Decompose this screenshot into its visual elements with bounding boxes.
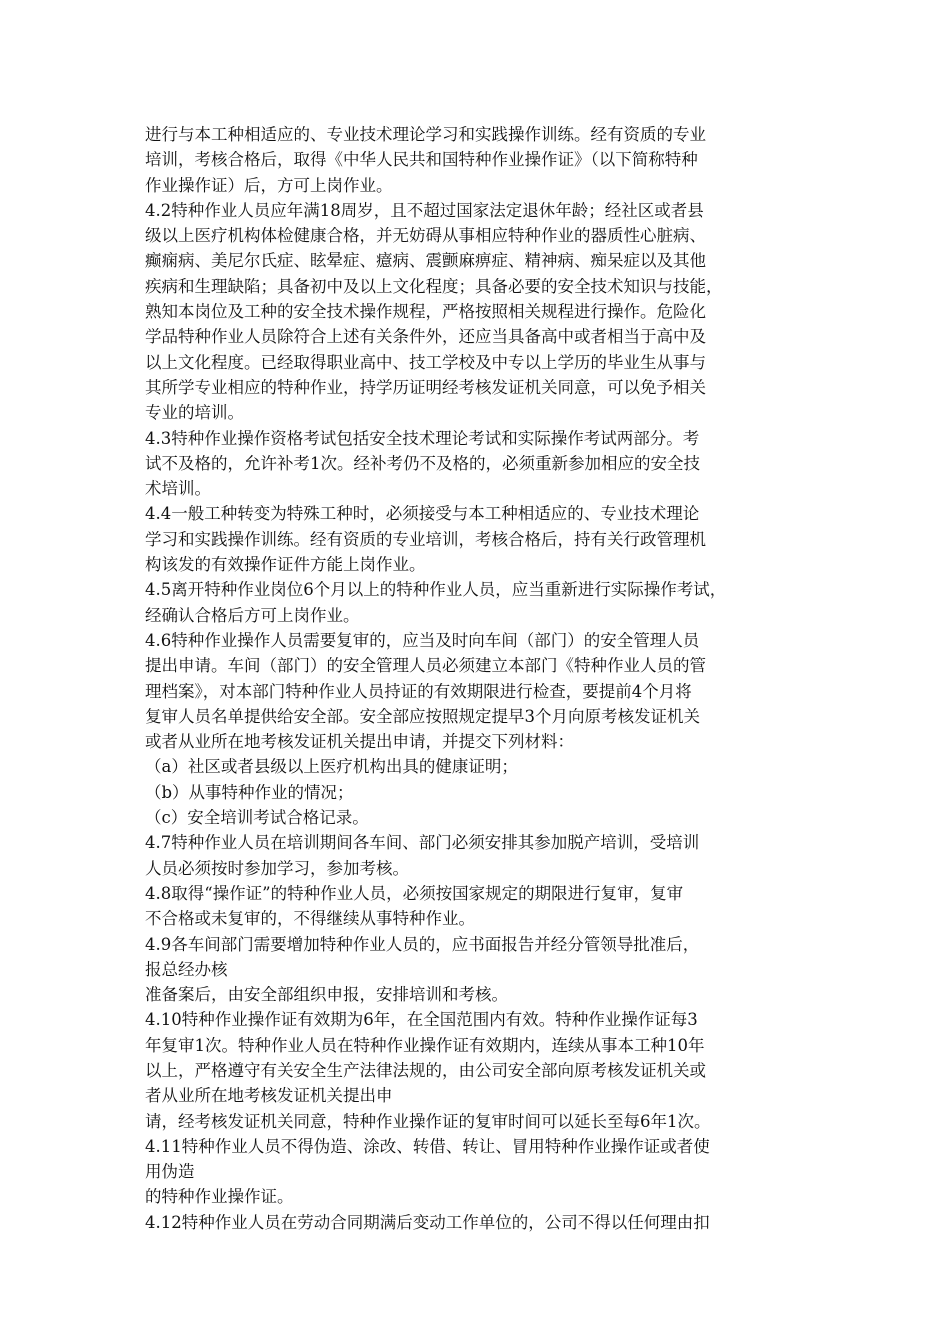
text-line: 学习和实践操作训练。经有资质的专业培训，考核合格后，持有关行政管理机 bbox=[145, 529, 706, 549]
text-line: 4.8取得“操作证”的特种作业人员，必须按国家规定的期限进行复审，复审 bbox=[145, 883, 684, 903]
text-line: 4.3特种作业操作资格考试包括安全技术理论考试和实际操作考试两部分。考 bbox=[145, 428, 700, 448]
text-line: 熟知本岗位及工种的安全技术操作规程，严格按照相关规程进行操作。危险化 bbox=[145, 302, 706, 322]
text-line: 4.9各车间部门需要增加特种作业人员的，应书面报告并经分管领导批准后， bbox=[145, 934, 700, 954]
text-line: 经确认合格后方可上岗作业。 bbox=[145, 605, 360, 625]
text-line: 4.2特种作业人员应年满18周岁，且不超过国家法定退休年龄；经社区或者县 bbox=[145, 200, 704, 220]
text-line: 级以上医疗机构体检健康合格，并无妨碍从事相应特种作业的器质性心脏病、 bbox=[145, 226, 706, 246]
text-line: 专业的培训。 bbox=[145, 403, 244, 423]
text-line: 用伪造 bbox=[145, 1162, 195, 1182]
text-line: 人员必须按时参加学习，参加考核。 bbox=[145, 858, 409, 878]
text-line: 的特种作业操作证。 bbox=[145, 1187, 294, 1207]
text-line: 以上文化程度。已经取得职业高中、技工学校及中专以上学历的毕业生从事与 bbox=[145, 352, 706, 372]
text-line: 不合格或未复审的，不得继续从事特种作业。 bbox=[145, 909, 475, 929]
text-line: 术培训。 bbox=[145, 479, 211, 499]
text-line: 理档案》，对本部门特种作业人员持证的有效期限进行检查，要提前4个月将 bbox=[145, 681, 692, 701]
text-line: 4.5离开特种作业岗位6个月以上的特种作业人员，应当重新进行实际操作考试， bbox=[145, 580, 727, 600]
document-body bbox=[145, 122, 815, 1235]
text-line: 准备案后，由安全部组织申报，安排培训和考核。 bbox=[145, 985, 508, 1005]
text-line: （b）从事特种作业的情况； bbox=[145, 782, 354, 802]
text-line: 请，经考核发证机关同意，特种作业操作证的复审时间可以延长至每6年1次。 bbox=[145, 1111, 711, 1131]
text-line: 试不及格的，允许补考1次。经补考仍不及格的，必须重新参加相应的安全技 bbox=[145, 453, 700, 473]
text-line: 学品特种作业人员除符合上述有关条件外，还应当具备高中或者相当于高中及 bbox=[145, 327, 706, 347]
text-line: 4.6特种作业操作人员需要复审的，应当及时向车间（部门）的安全管理人员 bbox=[145, 630, 700, 650]
text-line: 4.4一般工种转变为特殊工种时，必须接受与本工种相适应的、专业技术理论 bbox=[145, 504, 700, 524]
text-line: 培训，考核合格后，取得《中华人民共和国特种作业操作证》（以下简称特种 bbox=[145, 150, 698, 170]
text-line: 构该发的有效操作证件方能上岗作业。 bbox=[145, 555, 426, 575]
text-line: 4.7特种作业人员在培训期间各车间、部门必须安排其参加脱产培训，受培训 bbox=[145, 833, 700, 853]
text-line: （a）社区或者县级以上医疗机构出具的健康证明； bbox=[145, 757, 518, 777]
text-line: 4.11特种作业人员不得伪造、涂改、转借、转让、冒用特种作业操作证或者使 bbox=[145, 1136, 710, 1156]
text-line: 报总经办核 bbox=[145, 959, 228, 979]
text-line: 复审人员名单提供给安全部。安全部应按照规定提早3个月向原考核发证机关 bbox=[145, 706, 700, 726]
text-line: 癫痫病、美尼尔氏症、眩晕症、癔病、震颤麻痹症、精神病、痴呆症以及其他 bbox=[145, 251, 706, 271]
text-line: 4.10特种作业操作证有效期为6年，在全国范围内有效。特种作业操作证每3 bbox=[145, 1010, 698, 1030]
text-line: 或者从业所在地考核发证机关提出申请，并提交下列材料： bbox=[145, 732, 574, 752]
text-line: 作业操作证）后，方可上岗作业。 bbox=[145, 175, 393, 195]
text-line: 以上，严格遵守有关安全生产法律法规的，由公司安全部向原考核发证机关或 bbox=[145, 1060, 706, 1080]
text-line: 疾病和生理缺陷；具备初中及以上文化程度；具备必要的安全技术知识与技能， bbox=[145, 276, 723, 296]
text-line: 进行与本工种相适应的、专业技术理论学习和实践操作训练。经有资质的专业 bbox=[145, 125, 706, 144]
text-line: 者从业所在地考核发证机关提出申 bbox=[145, 1086, 393, 1106]
text-line: 年复审1次。特种作业人员在特种作业操作证有效期内，连续从事本工种10年 bbox=[145, 1035, 705, 1055]
text-line: 其所学专业相应的特种作业，持学历证明经考核发证机关同意，可以免予相关 bbox=[145, 377, 706, 397]
text-line: 提出申请。车间（部门）的安全管理人员必须建立本部门《特种作业人员的管 bbox=[145, 656, 706, 676]
text-line: （c）安全培训考试合格记录。 bbox=[145, 808, 369, 828]
text-line: 4.12特种作业人员在劳动合同期满后变动工作单位的，公司不得以任何理由扣 bbox=[145, 1212, 710, 1232]
